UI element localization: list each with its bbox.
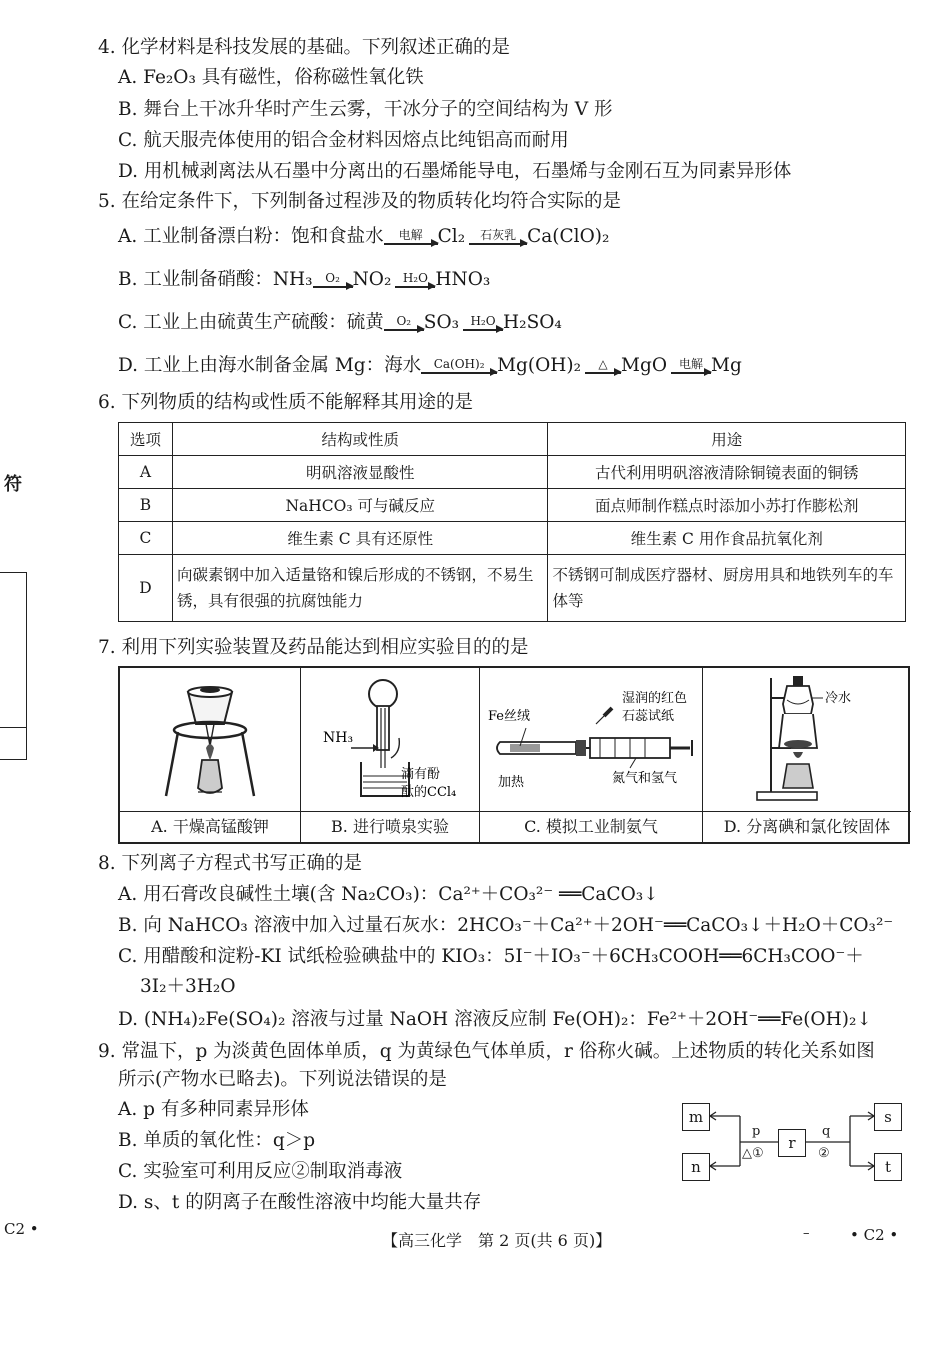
q8-option-b: B. 向 NaHCO₃ 溶液中加入过量石灰水：2HCO₃⁻＋Ca²⁺＋2OH⁻══CaCO₃↓＋H₂O＋CO₃²⁻ (118, 915, 894, 936)
q6-stem: 6. 下列物质的结构或性质不能解释其用途的是 (98, 392, 474, 413)
q4-option-d: D. 用机械剥离法从石墨中分离出的石墨烯能导电，石墨烯与金刚石互为同素异形体 (118, 161, 792, 182)
q5c-product-2: H₂SO₄ (503, 312, 562, 333)
label-q: q (822, 1124, 831, 1139)
q5b-product-2: HNO₃ (435, 269, 491, 290)
q5b-arrow-1: O₂ (313, 272, 353, 287)
apparatus-d (703, 668, 911, 842)
q6-cell: D (119, 555, 173, 622)
q6-cell: B (119, 489, 173, 522)
q4-stem: 4. 化学材料是科技发展的基础。下列叙述正确的是 (98, 37, 511, 58)
margin-divider (0, 727, 26, 728)
table-row (119, 555, 906, 622)
apparatus-a (120, 668, 301, 842)
heat-label: 加热 (498, 775, 525, 790)
fe-label: Fe丝绒 (488, 709, 531, 724)
q5-stem: 5. 在给定条件下，下列制备过程涉及的物质转化均符合实际的是 (98, 191, 622, 212)
q5a-prefix: A. 工业制备漂白粉：饱和食盐水 (118, 226, 384, 247)
q9-option-a: A. p 有多种同素异形体 (118, 1099, 309, 1120)
ccl4-label-2: 酞的CCl₄ (401, 785, 457, 800)
q9-stem-2: 所示(产物水已略去)。下列说法错误的是 (118, 1069, 447, 1090)
q7-stem: 7. 利用下列实验装置及药品能达到相应实验目的的是 (98, 637, 529, 658)
q6-cell: 维生素 C 具有还原性 (172, 522, 548, 555)
q8-stem: 8. 下列离子方程式书写正确的是 (98, 853, 363, 874)
nh3-label: NH₃ (323, 730, 354, 746)
q6-cell: NaHCO₃ 可与碱反应 (172, 489, 548, 522)
drying-apparatus-image (120, 668, 300, 810)
q6-header-row (119, 423, 906, 456)
q9-stem-1: 9. 常温下，p 为淡黄色固体单质，q 为黄绿色气体单质，r 俗称火碱。上述物质的转化关系如图 (98, 1041, 875, 1062)
node-m: m (682, 1103, 710, 1131)
q6-cell: 不锈钢可制成医疗器材、厨房用具和地铁列车的车体等 (548, 555, 906, 622)
label-reaction-1: △① (742, 1146, 764, 1161)
node-r: r (778, 1129, 806, 1157)
q8-option-c-2: 3I₂＋3H₂O (140, 976, 236, 997)
table-row (119, 489, 906, 522)
q5d-product-1: Mg(OH)₂ (497, 355, 582, 376)
q6-header-use: 用途 (548, 423, 906, 456)
apparatus-c (480, 668, 703, 842)
ammonia-apparatus-image (480, 668, 702, 810)
q4-option-a: A. Fe₂O₃ 具有磁性，俗称磁性氧化铁 (118, 67, 424, 88)
q9-relation-diagram (680, 1100, 904, 1186)
fountain-apparatus-image (301, 668, 479, 810)
table-row (119, 456, 906, 489)
q5b-product-1: NO₂ (352, 269, 392, 290)
margin-char: 符 (4, 474, 22, 495)
q5c-arrow-2: H₂O (463, 315, 503, 330)
apparatus-d-caption: D. 分离碘和氯化铵固体 (703, 811, 911, 842)
node-s: s (874, 1103, 902, 1131)
cold-water-label: 冷水 (825, 691, 852, 706)
apparatus-b-caption: B. 进行喷泉实验 (301, 811, 479, 842)
apparatus-a-caption: A. 干燥高锰酸钾 (120, 811, 300, 842)
label-p: p (752, 1124, 761, 1139)
q6-cell: 维生素 C 用作食品抗氧化剂 (548, 522, 906, 555)
q5-option-c (118, 311, 562, 335)
q5a-arrow-1: 电解 (384, 229, 438, 244)
q5-option-d (118, 354, 742, 378)
q5a-product-2: Ca(ClO)₂ (527, 226, 610, 247)
q9-option-c: C. 实验室可利用反应②制取消毒液 (118, 1161, 403, 1182)
q5d-product-2: MgO (621, 355, 667, 376)
q6-cell: 明矾溶液显酸性 (172, 456, 548, 489)
q5a-arrow-2: 石灰乳 (469, 229, 527, 244)
q5-option-a (118, 225, 609, 249)
q5b-prefix: B. 工业制备硝酸：NH₃ (118, 269, 313, 290)
q6-cell: C (119, 522, 173, 555)
q6-header-property: 结构或性质 (172, 423, 548, 456)
q5c-prefix: C. 工业上由硫黄生产硫酸：硫黄 (118, 312, 384, 333)
footer-right-code: • C2 • (850, 1226, 899, 1244)
table-row (119, 522, 906, 555)
sublimation-apparatus-image (703, 668, 911, 810)
q5d-product-3: Mg (711, 355, 742, 376)
q5d-prefix: D. 工业上由海水制备金属 Mg：海水 (118, 355, 422, 376)
q5c-arrow-1: O₂ (384, 315, 424, 330)
node-n: n (682, 1153, 710, 1181)
q5d-arrow-2: △ (585, 358, 621, 373)
q5c-product-1: SO₃ (423, 312, 460, 333)
q5-option-b (118, 268, 490, 292)
ccl4-label-1: 滴有酚 (401, 767, 441, 782)
node-t: t (874, 1153, 902, 1181)
q9-option-b: B. 单质的氧化性：q＞p (118, 1130, 316, 1151)
footer-page-info: 【高三化学 第 2 页(共 6 页)】 (382, 1231, 612, 1250)
q6-header-option: 选项 (119, 423, 173, 456)
footer-dash: – (803, 1226, 810, 1241)
q5d-arrow-3: 电解 (671, 358, 711, 373)
q5a-product-1: Cl₂ (437, 226, 466, 247)
gas-label: 氮气和氢气 (612, 771, 678, 786)
q6-cell: 古代利用明矾溶液清除铜镜表面的铜锈 (548, 456, 906, 489)
margin-bracket (0, 572, 27, 760)
q8-option-a: A. 用石膏改良碱性土壤(含 Na₂CO₃)：Ca²⁺＋CO₃²⁻ ══CaCO₃↓ (118, 884, 659, 905)
q6-cell: 面点师制作糕点时添加小苏打作膨松剂 (548, 489, 906, 522)
q6-cell: 向碳素钢中加入适量铬和镍后形成的不锈钢，不易生锈，具有很强的抗腐蚀能力 (172, 555, 548, 622)
q9-option-d: D. s、t 的阴离子在酸性溶液中均能大量共存 (118, 1192, 482, 1213)
q8-option-d: D. (NH₄)₂Fe(SO₄)₂ 溶液与过量 NaOH 溶液反应制 Fe(OH)₂：Fe²⁺＋2OH⁻══Fe(OH)₂↓ (118, 1009, 872, 1030)
q4-option-c: C. 航天服壳体使用的铝合金材料因熔点比纯铝高而耐用 (118, 130, 569, 151)
q7-apparatus-panel (118, 666, 910, 844)
apparatus-c-caption: C. 模拟工业制氨气 (480, 811, 702, 842)
q6-table (118, 422, 906, 622)
litmus-label-2: 石蕊试纸 (622, 709, 675, 724)
q4-option-b: B. 舞台上干冰升华时产生云雾，干冰分子的空间结构为 V 形 (118, 99, 613, 120)
footer-left-code: C2 • (4, 1220, 39, 1238)
apparatus-b (301, 668, 480, 842)
q8-option-c-1: C. 用醋酸和淀粉-KI 试纸检验碘盐中的 KIO₃：5I⁻＋IO₃⁻＋6CH₃COOH══6CH₃COO⁻＋ (118, 946, 864, 967)
label-reaction-2: ② (818, 1146, 830, 1161)
litmus-label-1: 湿润的红色 (622, 691, 688, 706)
q5b-arrow-2: H₂O (395, 272, 435, 287)
q6-cell: A (119, 456, 173, 489)
q5d-arrow-1: Ca(OH)₂ (421, 358, 497, 373)
